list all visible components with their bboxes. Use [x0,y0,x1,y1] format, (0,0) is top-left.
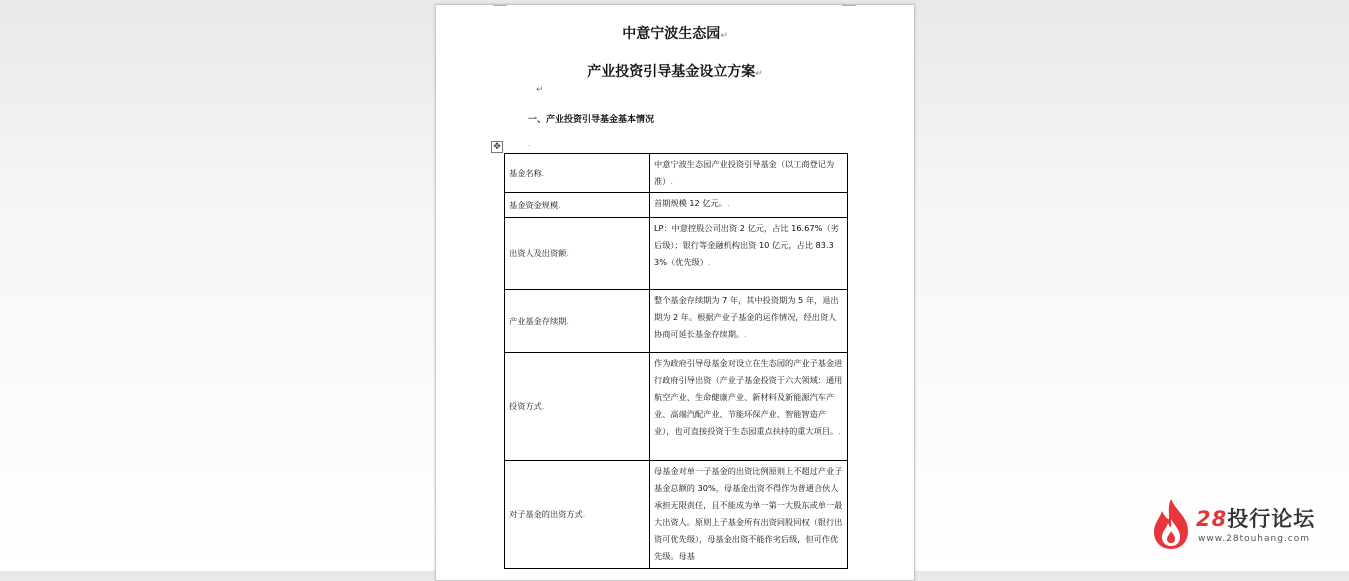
document-title: 中意宁波生态园↵ [622,26,728,42]
table-move-handle-icon[interactable]: ✥ [491,141,503,153]
document-page [435,4,915,581]
forum-watermark-logo [1150,493,1330,553]
table-value-cell[interactable]: 中意宁波生态园产业投资引导基金（以工商登记为准）. [650,154,848,193]
margin-mark-right [842,5,856,6]
empty-paragraph-mark: ↵ [536,85,544,95]
forum-url: www.28touhang.com [1198,534,1311,544]
table-value-cell[interactable]: 母基金对单一子基金的出资比例原则上不超过产业子基金总额的 30%，母基金出资不得作为普通合伙人承担无限责任，且不能成为单一第一大股东或单一最大出资人。原则上子基金所有出资同股同权（银行出资可优先级），母基金出资不能作劣后级，但可作优先级。母基 [650,461,848,569]
table-value-cell[interactable]: LP：中意控股公司出资 2 亿元，占比 16.67%（劣后级）；银行等金融机构出资 10 亿元，占比 83.33%（优先级）. [650,218,848,290]
table-row [505,154,848,193]
table-key-cell[interactable]: 对子基金的出资方式. [505,461,650,569]
table-key-cell[interactable]: 基金名称. [505,154,650,193]
flame-icon [1150,497,1192,551]
table-row [505,353,848,461]
table-value-cell[interactable]: 首期规模 12 亿元。. [650,193,848,218]
table-key-cell[interactable]: 出资人及出资额. [505,218,650,290]
table-row [505,218,848,290]
table-value-cell[interactable]: 作为政府引导母基金对设立在生态园的产业子基金进行政府引导出资（产业子基金投资于六大领域：通用航空产业、生命健康产业、新材料及新能源汽车产业、高端汽配产业、节能环保产业、智能智造产业），也可直接投资于生态园重点扶持的重大项目。. [650,353,848,461]
forum-name: 28投行论坛 [1196,507,1316,531]
table-row [505,290,848,353]
table-key-cell[interactable]: 投资方式. [505,353,650,461]
margin-mark-left [493,5,507,6]
fund-info-table [504,153,848,569]
table-row [505,461,848,569]
table-value-cell[interactable]: 整个基金存续期为 7 年，其中投资期为 5 年，退出期为 2 年。根据产业子基金的运作情况，经出资人协商可延长基金存续期。. [650,290,848,353]
table-key-cell[interactable]: 产业基金存续期. [505,290,650,353]
table-row [505,193,848,218]
document-subtitle: 产业投资引导基金设立方案↵ [587,64,763,80]
section-heading: 一、产业投资引导基金基本情况 [528,115,655,125]
cell-mark: . [528,139,531,148]
table-key-cell[interactable]: 基金资金规模. [505,193,650,218]
